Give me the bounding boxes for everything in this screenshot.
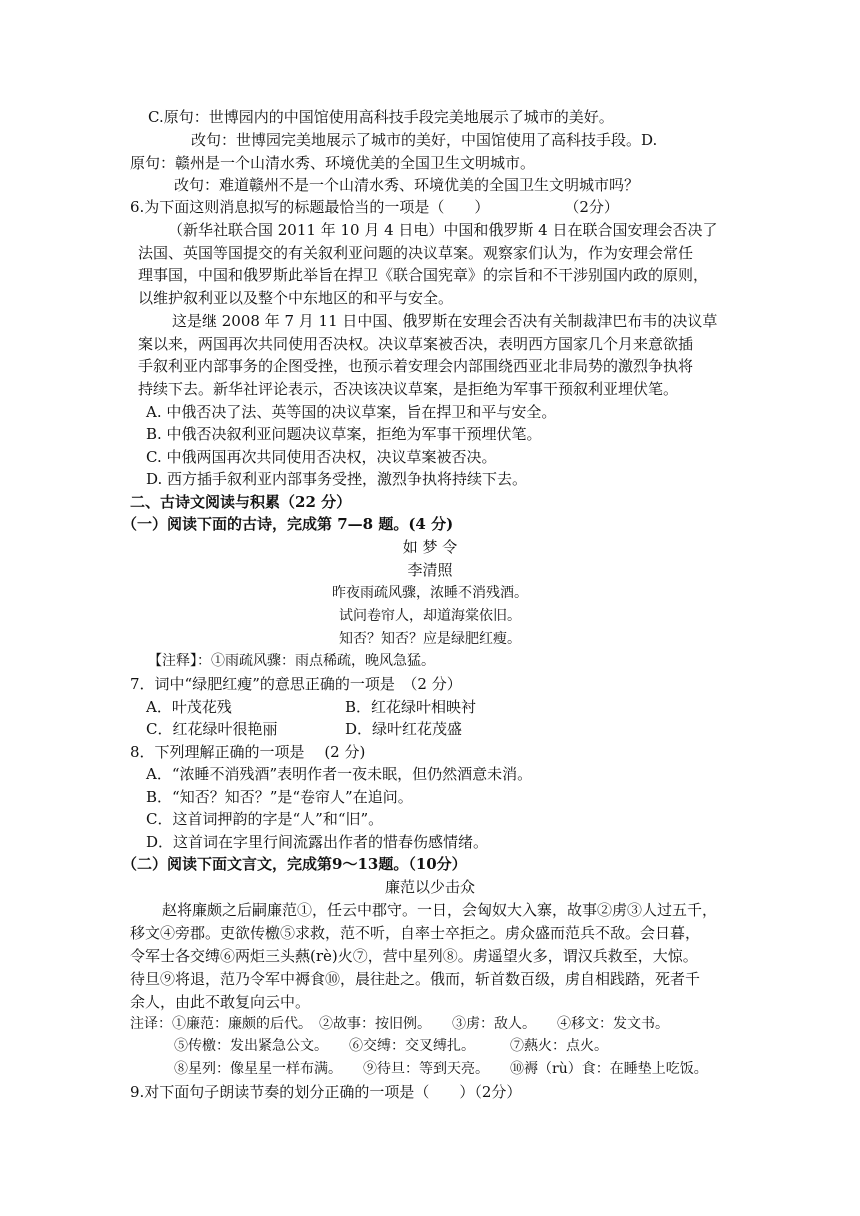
q8-option-d: D．这首词在字里行间流露出作者的惜春伤感情绪。 [146,833,489,851]
annotation-line: 注译：①廉范：廉颇的后代。 ②故事：按旧例。 ③虏：敌人。 ④移文：发文书。 [130,1016,669,1032]
poem-line: 知否？知否？应是绿肥红瘦。 [339,631,521,647]
poem-line: 试问卷帘人，却道海棠依旧。 [339,608,521,624]
q6-option-d: D. 西方插手叙利亚内部事务受挫，激烈争执将持续下去。 [146,470,528,488]
option-d-original: 原句：赣州是一个山清水秀、环境优美的全国卫生文明城市。 [130,154,536,172]
q8-option-c: C．这首词押韵的字是“人”和“旧”。 [146,810,384,828]
passage-title: 廉范以少击众 [384,878,475,896]
news-paragraph-line: 以维护叙利亚以及整个中东地区的和平与安全。 [138,289,454,307]
news-paragraph-line: 手叙利亚内部事务的企图受挫，也预示着安理会内部围绕西亚北非局势的激烈争执将 [138,357,694,375]
passage-line: 令军士各交缚⑥两炬三头爇(rè)火⑦，营中星列⑧。虏遥望火多，谓汉兵救至，大惊。 [130,947,698,965]
news-paragraph-line: 法国、英国等国提交的有关叙利亚问题的决议草案。观察家们认为，作为安理会常任 [138,244,694,262]
section-heading: 二、古诗文阅读与积累（22 分） [130,493,352,511]
question-8: 8．下列理解正确的一项是 (2 分) [130,743,366,761]
poem-note: 【注释】：①雨疏风骤：雨点稀疏，晚风急猛。 [148,653,435,669]
q6-option-c: C. 中俄两国再次共同使用否决权，决议草案被否决。 [146,448,497,466]
option-c-revised: 改句：世博园完美地展示了城市的美好，中国馆使用了高科技手段。D. [191,131,658,149]
question-9: 9.对下面句子朗读节奏的划分正确的一项是（ ）（2分） [130,1083,522,1101]
question-7: 7．词中“绿肥红瘦”的意思正确的一项是 （2 分） [130,675,462,693]
option-c-original: C.原句：世博园内的中国馆使用高科技手段完美地展示了城市的美好。 [148,108,614,126]
option-d-revised: 改句：难道赣州不是一个山清水秀、环境优美的全国卫生文明城市吗？ [174,176,640,194]
q8-option-b: B．“知否？知否？”是“卷帘人”在追问。 [146,788,413,806]
subsection-heading: （二）阅读下面文言文，完成第9～13题。（10分） [122,855,467,873]
q7-option-c: C．红花绿叶很艳丽 [146,720,278,738]
q7-option-b: B．红花绿叶相映衬 [345,698,477,716]
passage-line: 余人，由此不敢复向云中。 [130,993,311,1011]
news-paragraph-line: 案以来，两国再次共同使用否决权。决议草案被否决，表明西方国家几个月来意欲插 [138,335,694,353]
poem-line: 昨夜雨疏风骤，浓睡不消残酒。 [332,585,528,601]
annotation-line: ⑤传檄：发出紧急公文。 ⑥交缚：交叉缚扎。 ⑦爇火：点火。 [174,1038,608,1054]
question-6: 6.为下面这则消息拟写的标题最恰当的一项是（ ） （2分） [130,198,619,216]
news-paragraph-line: （新华社联合国 2011 年 10 月 4 日电）中国和俄罗斯 4 日在联合国安理会否决了 [168,221,718,239]
q6-option-a: A. 中俄否决了法、英等国的决议草案，旨在捍卫和平与安全。 [146,403,557,421]
q7-option-d: D．绿叶红花茂盛 [345,720,463,738]
passage-line: 赵将廉颇之后嗣廉范①，任云中郡守。一日，会匈奴大入寨，故事②虏③人过五千， [162,901,718,919]
news-paragraph-line: 持续下去。新华社评论表示，否决该决议草案，是拒绝为军事干预叙利亚埋伏笔。 [138,380,679,398]
poem-author: 李清照 [407,561,453,579]
q8-option-a: A．“浓睡不消残酒”表明作者一夜未眠，但仍然酒意未消。 [146,765,533,783]
passage-line: 移文④旁郡。吏欲传檄⑤求救，范不听，自率士卒拒之。虏众盛而范兵不敌。会日暮， [130,924,701,942]
q6-option-b: B. 中俄否决叙利亚问题决议草案，拒绝为军事干预埋伏笔。 [146,425,542,443]
q7-option-a: A．叶茂花残 [146,698,232,716]
subsection-heading: （一）阅读下面的古诗，完成第 7—8 题。(4 分) [122,515,454,533]
news-paragraph-line: 理事国，中国和俄罗斯此举旨在捍卫《联合国宪章》的宗旨和不干涉别国内政的原则， [138,266,709,284]
annotation-line: ⑧星列：像星星一样布满。 ⑨待旦：等到天亮。 ⑩褥（rù）食：在睡垫上吃饭。 [174,1061,708,1077]
news-paragraph-line: 这是继 2008 年 7 月 11 日中国、俄罗斯在安理会否决有关制裁津巴布韦的决议草 [172,312,718,330]
poem-title: 如 梦 令 [402,538,458,556]
passage-line: 待旦⑨将退，范乃令军中褥食⑩，晨往赴之。俄而，斩首数百级，虏自相践踏，死者千 [130,970,701,988]
